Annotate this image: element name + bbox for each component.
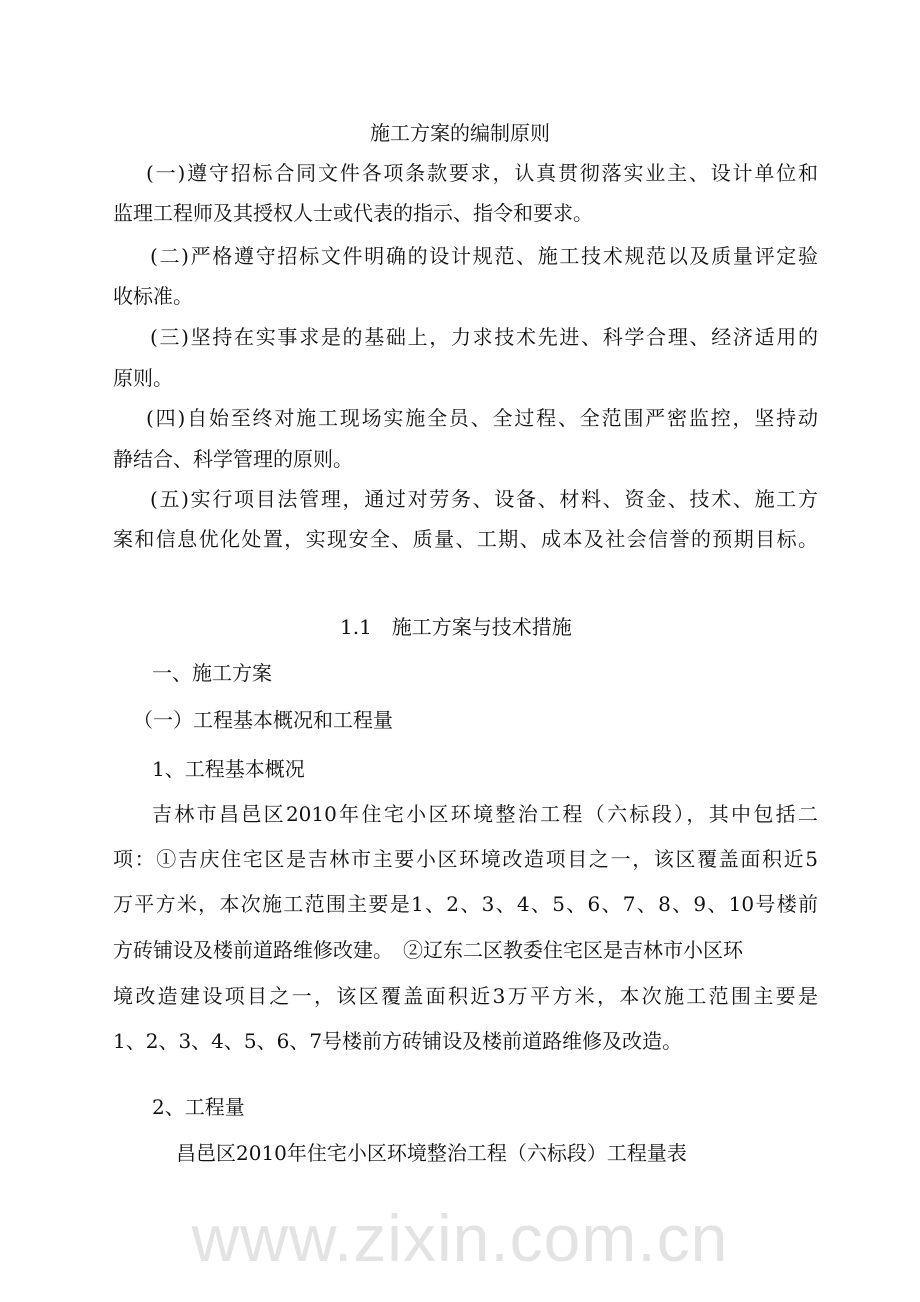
heading-construction-plan: 一、施工方案 (152, 661, 272, 685)
principle-3-line-2: 原则。 (113, 366, 173, 390)
overview-line-4: 方砖铺设及楼前道路维修改建。 ②辽东二区教委住宅区是吉林市小区环 (113, 938, 743, 962)
principle-2-line-2: 收标准。 (113, 284, 193, 308)
principle-4-line-2: 静结合、科学管理的原则。 (113, 447, 353, 471)
principle-1-line-2: 监理工程师及其授权人士或代表的指示、指令和要求。 (113, 201, 593, 225)
heading-project-overview-quantity: （一）工程基本概况和工程量 (133, 708, 393, 732)
principle-5-line-2: 案和信息优化处置，实现安全、质量、工期、成本及社会信誉的预期目标。 (113, 527, 818, 551)
principle-3-line-1: (三)坚持在实事求是的基础上，力求技术先进、科学合理、经济适用的 (150, 325, 818, 349)
overview-line-1: 吉林市昌邑区2010年住宅小区环境整治工程（六标段），其中包括二 (152, 802, 818, 826)
principle-2-line-1: (二)严格遵守招标文件明确的设计规范、施工技术规范以及质量评定验 (150, 244, 818, 268)
overview-line-3: 万平方米，本次施工范围主要是1、2、3、4、5、6、7、8、9、10号楼前 (113, 892, 818, 916)
overview-line-2: 项：①吉庆住宅区是吉林市主要小区环境改造项目之一，该区覆盖面积近5 (113, 847, 818, 871)
principle-1-line-1: (一)遵守招标合同文件各项条款要求，认真贯彻落实业主、设计单位和 (146, 161, 818, 185)
principle-5-line-1: (五)实行项目法管理，通过对劳务、设备、材料、资金、技术、施工方 (150, 487, 818, 511)
overview-line-5: 境改造建设项目之一，该区覆盖面积近3万平方米，本次施工范围主要是 (113, 984, 818, 1008)
watermark: www.zixin.com.cn (191, 1201, 729, 1275)
doc-title: 施工方案的编制原则 (370, 121, 550, 145)
section-title: 1.1 施工方案与技术措施 (340, 615, 572, 639)
principle-4-line-1: (四)自始至终对施工现场实施全员、全过程、全范围严密监控，坚持动 (146, 406, 818, 430)
heading-quantities: 2、工程量 (152, 1095, 245, 1119)
overview-line-6: 1、2、3、4、5、6、7号楼前方砖铺设及楼前道路维修及改造。 (113, 1029, 683, 1053)
heading-project-overview: 1、工程基本概况 (152, 757, 305, 781)
table-title: 昌邑区2010年住宅小区环境整治工程（六标段）工程量表 (176, 1141, 687, 1165)
